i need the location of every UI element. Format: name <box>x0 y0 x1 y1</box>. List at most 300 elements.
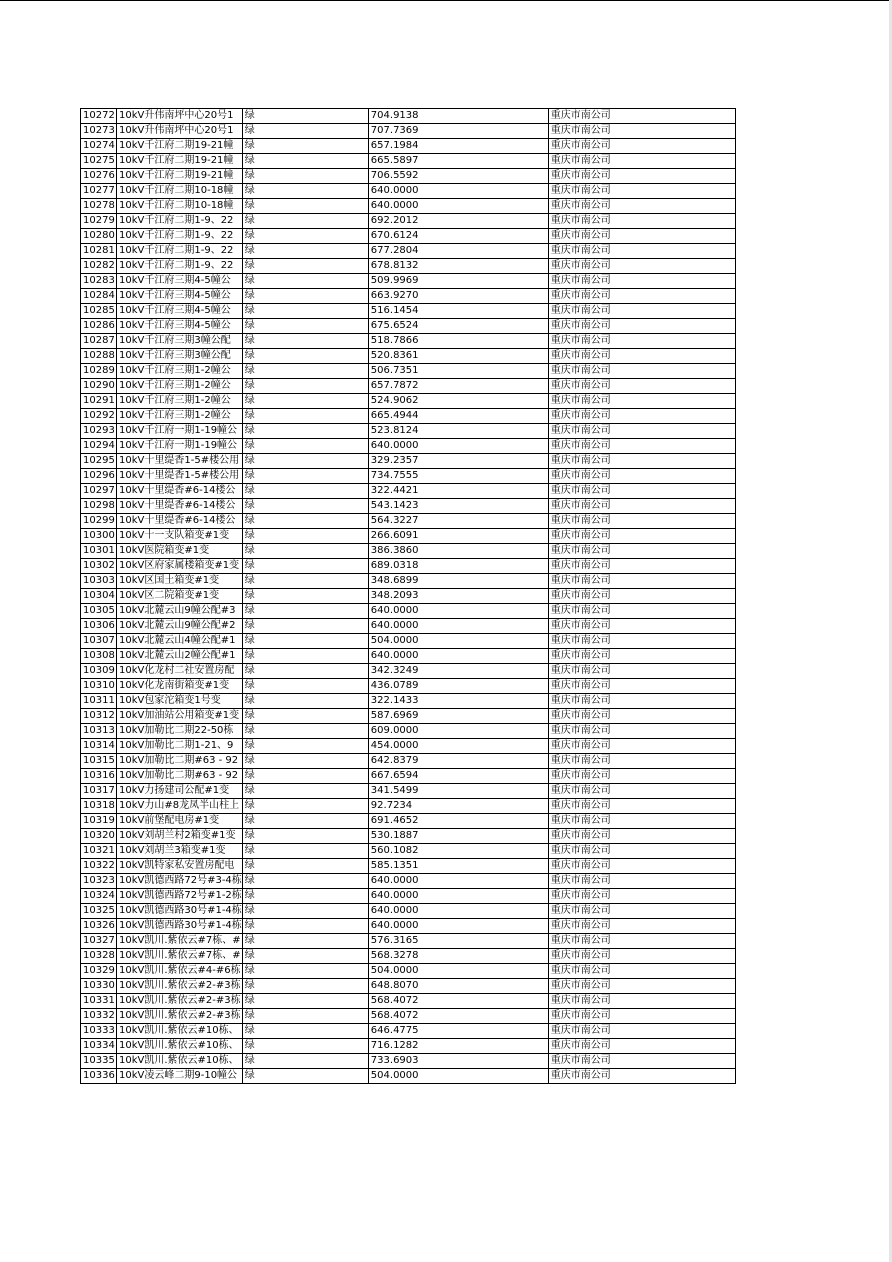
status-cell: 绿 <box>242 904 368 919</box>
company-cell: 重庆市南公司 <box>548 934 735 949</box>
company-cell: 重庆市南公司 <box>548 694 735 709</box>
status-cell: 绿 <box>242 349 368 364</box>
status-cell: 绿 <box>242 169 368 184</box>
company-cell: 重庆市南公司 <box>548 319 735 334</box>
status-cell: 绿 <box>242 679 368 694</box>
table-row <box>81 589 736 604</box>
transformer-name-cell: 10kV化龙南街箱变#1变 <box>117 679 243 694</box>
company-cell: 重庆市南公司 <box>548 199 735 214</box>
row-id-cell: 10278 <box>81 199 117 214</box>
value-cell: 734.7555 <box>368 469 548 484</box>
table-row <box>81 409 736 424</box>
status-cell: 绿 <box>242 454 368 469</box>
status-cell: 绿 <box>242 259 368 274</box>
transformer-name-cell: 10kV凯川.紫依云#10栋、 <box>117 1024 243 1039</box>
table-row <box>81 169 736 184</box>
transformer-name-cell: 10kV刘胡兰3箱变#1变 <box>117 844 243 859</box>
status-cell: 绿 <box>242 1069 368 1084</box>
value-cell: 675.6524 <box>368 319 548 334</box>
row-id-cell: 10316 <box>81 769 117 784</box>
company-cell: 重庆市南公司 <box>548 454 735 469</box>
status-cell: 绿 <box>242 424 368 439</box>
value-cell: 640.0000 <box>368 904 548 919</box>
value-cell: 716.1282 <box>368 1039 548 1054</box>
transformer-name-cell: 10kV千江府二期10-18幢 <box>117 199 243 214</box>
table-row <box>81 379 736 394</box>
company-cell: 重庆市南公司 <box>548 919 735 934</box>
status-cell: 绿 <box>242 124 368 139</box>
row-id-cell: 10283 <box>81 274 117 289</box>
row-id-cell: 10324 <box>81 889 117 904</box>
value-cell: 706.5592 <box>368 169 548 184</box>
transformer-name-cell: 10kV凯德西路72号#3-4栋 <box>117 874 243 889</box>
transformer-name-cell: 10kV千江府三期1-2幢公 <box>117 409 243 424</box>
value-cell: 92.7234 <box>368 799 548 814</box>
company-cell: 重庆市南公司 <box>548 244 735 259</box>
status-cell: 绿 <box>242 544 368 559</box>
table-row <box>81 499 736 514</box>
table-row <box>81 1069 736 1084</box>
status-cell: 绿 <box>242 859 368 874</box>
value-cell: 342.3249 <box>368 664 548 679</box>
value-cell: 677.2804 <box>368 244 548 259</box>
status-cell: 绿 <box>242 469 368 484</box>
value-cell: 670.6124 <box>368 229 548 244</box>
company-cell: 重庆市南公司 <box>548 484 735 499</box>
status-cell: 绿 <box>242 364 368 379</box>
transformer-name-cell: 10kV千江府二期1-9、22 <box>117 214 243 229</box>
value-cell: 678.8132 <box>368 259 548 274</box>
row-id-cell: 10297 <box>81 484 117 499</box>
row-id-cell: 10318 <box>81 799 117 814</box>
value-cell: 520.8361 <box>368 349 548 364</box>
value-cell: 640.0000 <box>368 604 548 619</box>
transformer-name-cell: 10kV区二院箱变#1变 <box>117 589 243 604</box>
status-cell: 绿 <box>242 829 368 844</box>
transformer-name-cell: 10kV千江府三期4-5幢公 <box>117 274 243 289</box>
status-cell: 绿 <box>242 979 368 994</box>
transformer-name-cell: 10kV前堡配电房#1变 <box>117 814 243 829</box>
company-cell: 重庆市南公司 <box>548 619 735 634</box>
transformer-name-cell: 10kV千江府一期1-19幢公 <box>117 439 243 454</box>
status-cell: 绿 <box>242 244 368 259</box>
table-row <box>81 484 736 499</box>
row-id-cell: 10296 <box>81 469 117 484</box>
value-cell: 568.4072 <box>368 1009 548 1024</box>
transformer-name-cell: 10kV凯川.紫依云#10栋、 <box>117 1054 243 1069</box>
company-cell: 重庆市南公司 <box>548 499 735 514</box>
row-id-cell: 10280 <box>81 229 117 244</box>
status-cell: 绿 <box>242 634 368 649</box>
table-row <box>81 829 736 844</box>
table-row <box>81 319 736 334</box>
status-cell: 绿 <box>242 439 368 454</box>
company-cell: 重庆市南公司 <box>548 604 735 619</box>
transformer-name-cell: 10kV千江府三期4-5幢公 <box>117 319 243 334</box>
transformer-name-cell: 10kV升伟南坪中心20号1 <box>117 124 243 139</box>
table-row <box>81 724 736 739</box>
transformer-name-cell: 10kV千江府三期1-2幢公 <box>117 394 243 409</box>
table-row <box>81 454 736 469</box>
transformer-name-cell: 10kV千江府二期19-21幢 <box>117 154 243 169</box>
company-cell: 重庆市南公司 <box>548 124 735 139</box>
row-id-cell: 10302 <box>81 559 117 574</box>
company-cell: 重庆市南公司 <box>548 859 735 874</box>
row-id-cell: 10312 <box>81 709 117 724</box>
company-cell: 重庆市南公司 <box>548 1024 735 1039</box>
row-id-cell: 10292 <box>81 409 117 424</box>
value-cell: 322.4421 <box>368 484 548 499</box>
company-cell: 重庆市南公司 <box>548 739 735 754</box>
table-body <box>81 109 736 1084</box>
row-id-cell: 10311 <box>81 694 117 709</box>
value-cell: 665.4944 <box>368 409 548 424</box>
value-cell: 341.5499 <box>368 784 548 799</box>
value-cell: 704.9138 <box>368 109 548 124</box>
table-row <box>81 799 736 814</box>
table-row <box>81 259 736 274</box>
transformer-name-cell: 10kV十里缇香#6-14楼公 <box>117 514 243 529</box>
transformer-name-cell: 10kV凯德西路72号#1-2栋 <box>117 889 243 904</box>
value-cell: 707.7369 <box>368 124 548 139</box>
row-id-cell: 10329 <box>81 964 117 979</box>
row-id-cell: 10284 <box>81 289 117 304</box>
table-row <box>81 604 736 619</box>
value-cell: 657.7872 <box>368 379 548 394</box>
value-cell: 640.0000 <box>368 619 548 634</box>
row-id-cell: 10307 <box>81 634 117 649</box>
transformer-name-cell: 10kV千江府三期3幢公配 <box>117 349 243 364</box>
value-cell: 587.6969 <box>368 709 548 724</box>
status-cell: 绿 <box>242 274 368 289</box>
transformer-name-cell: 10kV千江府二期1-9、22 <box>117 229 243 244</box>
status-cell: 绿 <box>242 559 368 574</box>
table-row <box>81 574 736 589</box>
company-cell: 重庆市南公司 <box>548 379 735 394</box>
table-row <box>81 289 736 304</box>
value-cell: 640.0000 <box>368 439 548 454</box>
status-cell: 绿 <box>242 109 368 124</box>
company-cell: 重庆市南公司 <box>548 139 735 154</box>
value-cell: 386.3860 <box>368 544 548 559</box>
table-row <box>81 859 736 874</box>
row-id-cell: 10317 <box>81 784 117 799</box>
company-cell: 重庆市南公司 <box>548 664 735 679</box>
transformer-name-cell: 10kV千江府二期19-21幢 <box>117 139 243 154</box>
company-cell: 重庆市南公司 <box>548 814 735 829</box>
value-cell: 322.1433 <box>368 694 548 709</box>
transformer-name-cell: 10kV凯川.紫依云#2-#3栋 <box>117 1009 243 1024</box>
company-cell: 重庆市南公司 <box>548 289 735 304</box>
company-cell: 重庆市南公司 <box>548 949 735 964</box>
transformer-name-cell: 10kV十一支队箱变#1变 <box>117 529 243 544</box>
table-row <box>81 919 736 934</box>
company-cell: 重庆市南公司 <box>548 754 735 769</box>
company-cell: 重庆市南公司 <box>548 889 735 904</box>
row-id-cell: 10325 <box>81 904 117 919</box>
status-cell: 绿 <box>242 289 368 304</box>
company-cell: 重庆市南公司 <box>548 154 735 169</box>
company-cell: 重庆市南公司 <box>548 469 735 484</box>
transformer-name-cell: 10kV千江府三期4-5幢公 <box>117 289 243 304</box>
value-cell: 436.0789 <box>368 679 548 694</box>
row-id-cell: 10319 <box>81 814 117 829</box>
status-cell: 绿 <box>242 964 368 979</box>
transformer-name-cell: 10kV凯川.紫依云#10栋、 <box>117 1039 243 1054</box>
table-row <box>81 514 736 529</box>
row-id-cell: 10276 <box>81 169 117 184</box>
transformer-name-cell: 10kV十里缇香#6-14楼公 <box>117 499 243 514</box>
transformer-name-cell: 10kV十里缇香1-5#楼公用 <box>117 454 243 469</box>
company-cell: 重庆市南公司 <box>548 544 735 559</box>
status-cell: 绿 <box>242 574 368 589</box>
status-cell: 绿 <box>242 214 368 229</box>
status-cell: 绿 <box>242 784 368 799</box>
row-id-cell: 10287 <box>81 334 117 349</box>
company-cell: 重庆市南公司 <box>548 274 735 289</box>
value-cell: 568.4072 <box>368 994 548 1009</box>
transformer-name-cell: 10kV力山#8龙凤半山柱上 <box>117 799 243 814</box>
company-cell: 重庆市南公司 <box>548 709 735 724</box>
value-cell: 640.0000 <box>368 649 548 664</box>
row-id-cell: 10327 <box>81 934 117 949</box>
row-id-cell: 10272 <box>81 109 117 124</box>
table-row <box>81 364 736 379</box>
transformer-name-cell: 10kV凯德西路30号#1-4栋 <box>117 904 243 919</box>
table-row <box>81 739 736 754</box>
company-cell: 重庆市南公司 <box>548 634 735 649</box>
transformer-name-cell: 10kV千江府三期4-5幢公 <box>117 304 243 319</box>
row-id-cell: 10293 <box>81 424 117 439</box>
value-cell: 504.0000 <box>368 964 548 979</box>
value-cell: 648.8070 <box>368 979 548 994</box>
row-id-cell: 10275 <box>81 154 117 169</box>
status-cell: 绿 <box>242 484 368 499</box>
company-cell: 重庆市南公司 <box>548 229 735 244</box>
table-row <box>81 994 736 1009</box>
company-cell: 重庆市南公司 <box>548 994 735 1009</box>
status-cell: 绿 <box>242 379 368 394</box>
status-cell: 绿 <box>242 184 368 199</box>
status-cell: 绿 <box>242 1054 368 1069</box>
row-id-cell: 10279 <box>81 214 117 229</box>
table-row <box>81 544 736 559</box>
row-id-cell: 10322 <box>81 859 117 874</box>
row-id-cell: 10336 <box>81 1069 117 1084</box>
row-id-cell: 10326 <box>81 919 117 934</box>
row-id-cell: 10328 <box>81 949 117 964</box>
table-row <box>81 139 736 154</box>
table-row <box>81 349 736 364</box>
row-id-cell: 10308 <box>81 649 117 664</box>
row-id-cell: 10291 <box>81 394 117 409</box>
transformer-name-cell: 10kV医院箱变#1变 <box>117 544 243 559</box>
company-cell: 重庆市南公司 <box>548 844 735 859</box>
row-id-cell: 10277 <box>81 184 117 199</box>
status-cell: 绿 <box>242 199 368 214</box>
company-cell: 重庆市南公司 <box>548 1039 735 1054</box>
row-id-cell: 10299 <box>81 514 117 529</box>
status-cell: 绿 <box>242 994 368 1009</box>
value-cell: 642.8379 <box>368 754 548 769</box>
row-id-cell: 10323 <box>81 874 117 889</box>
status-cell: 绿 <box>242 754 368 769</box>
table-row <box>81 769 736 784</box>
table-row <box>81 1009 736 1024</box>
company-cell: 重庆市南公司 <box>548 904 735 919</box>
company-cell: 重庆市南公司 <box>548 964 735 979</box>
company-cell: 重庆市南公司 <box>548 829 735 844</box>
table-row <box>81 814 736 829</box>
value-cell: 564.3227 <box>368 514 548 529</box>
status-cell: 绿 <box>242 799 368 814</box>
status-cell: 绿 <box>242 949 368 964</box>
company-cell: 重庆市南公司 <box>548 589 735 604</box>
transformer-name-cell: 10kV化龙村二社安置房配 <box>117 664 243 679</box>
value-cell: 640.0000 <box>368 874 548 889</box>
transformer-name-cell: 10kV刘胡兰村2箱变#1变 <box>117 829 243 844</box>
company-cell: 重庆市南公司 <box>548 979 735 994</box>
table-row <box>81 334 736 349</box>
transformer-name-cell: 10kV千江府二期1-9、22 <box>117 244 243 259</box>
status-cell: 绿 <box>242 844 368 859</box>
row-id-cell: 10281 <box>81 244 117 259</box>
value-cell: 348.6899 <box>368 574 548 589</box>
company-cell: 重庆市南公司 <box>548 874 735 889</box>
value-cell: 640.0000 <box>368 199 548 214</box>
transformer-name-cell: 10kV千江府二期19-21幢 <box>117 169 243 184</box>
company-cell: 重庆市南公司 <box>548 574 735 589</box>
transformer-name-cell: 10kV区府家属楼箱变#1变 <box>117 559 243 574</box>
row-id-cell: 10335 <box>81 1054 117 1069</box>
status-cell: 绿 <box>242 334 368 349</box>
value-cell: 657.1984 <box>368 139 548 154</box>
value-cell: 640.0000 <box>368 184 548 199</box>
company-cell: 重庆市南公司 <box>548 1054 735 1069</box>
row-id-cell: 10330 <box>81 979 117 994</box>
transformer-name-cell: 10kV包家沱箱变1号变 <box>117 694 243 709</box>
value-cell: 530.1887 <box>368 829 548 844</box>
table-row <box>81 619 736 634</box>
value-cell: 504.0000 <box>368 1069 548 1084</box>
transformer-table <box>80 108 736 1084</box>
transformer-name-cell: 10kV加勒比二期#63 - 92 <box>117 769 243 784</box>
transformer-name-cell: 10kV凯川.紫依云#2-#3栋 <box>117 979 243 994</box>
row-id-cell: 10320 <box>81 829 117 844</box>
transformer-name-cell: 10kV凌云峰二期9-10幢公 <box>117 1069 243 1084</box>
company-cell: 重庆市南公司 <box>548 649 735 664</box>
transformer-name-cell: 10kV凯特家私安置房配电 <box>117 859 243 874</box>
table-row <box>81 1054 736 1069</box>
table-row <box>81 124 736 139</box>
transformer-name-cell: 10kV千江府二期1-9、22 <box>117 259 243 274</box>
transformer-name-cell: 10kV加勒比二期#63 - 92 <box>117 754 243 769</box>
table-row <box>81 754 736 769</box>
value-cell: 524.9062 <box>368 394 548 409</box>
table-row <box>81 664 736 679</box>
value-cell: 640.0000 <box>368 919 548 934</box>
row-id-cell: 10282 <box>81 259 117 274</box>
status-cell: 绿 <box>242 739 368 754</box>
status-cell: 绿 <box>242 874 368 889</box>
value-cell: 665.5897 <box>368 154 548 169</box>
transformer-name-cell: 10kV升伟南坪中心20号1 <box>117 109 243 124</box>
value-cell: 523.8124 <box>368 424 548 439</box>
status-cell: 绿 <box>242 409 368 424</box>
table-row <box>81 304 736 319</box>
row-id-cell: 10310 <box>81 679 117 694</box>
transformer-name-cell: 10kV北麓云山4幢公配#1 <box>117 634 243 649</box>
value-cell: 348.2093 <box>368 589 548 604</box>
table-row <box>81 934 736 949</box>
row-id-cell: 10285 <box>81 304 117 319</box>
value-cell: 691.4652 <box>368 814 548 829</box>
value-cell: 585.1351 <box>368 859 548 874</box>
table-row <box>81 1024 736 1039</box>
status-cell: 绿 <box>242 229 368 244</box>
table-row <box>81 394 736 409</box>
status-cell: 绿 <box>242 919 368 934</box>
row-id-cell: 10332 <box>81 1009 117 1024</box>
row-id-cell: 10333 <box>81 1024 117 1039</box>
company-cell: 重庆市南公司 <box>548 184 735 199</box>
company-cell: 重庆市南公司 <box>548 409 735 424</box>
transformer-name-cell: 10kV加勒比二期22-50栋 <box>117 724 243 739</box>
row-id-cell: 10331 <box>81 994 117 1009</box>
value-cell: 663.9270 <box>368 289 548 304</box>
table-row <box>81 649 736 664</box>
transformer-name-cell: 10kV千江府一期1-19幢公 <box>117 424 243 439</box>
value-cell: 506.7351 <box>368 364 548 379</box>
table-row <box>81 784 736 799</box>
status-cell: 绿 <box>242 769 368 784</box>
value-cell: 516.1454 <box>368 304 548 319</box>
value-cell: 733.6903 <box>368 1054 548 1069</box>
transformer-name-cell: 10kV凯川.紫依云#7栋、# <box>117 949 243 964</box>
company-cell: 重庆市南公司 <box>548 364 735 379</box>
row-id-cell: 10309 <box>81 664 117 679</box>
row-id-cell: 10313 <box>81 724 117 739</box>
status-cell: 绿 <box>242 154 368 169</box>
status-cell: 绿 <box>242 529 368 544</box>
row-id-cell: 10314 <box>81 739 117 754</box>
company-cell: 重庆市南公司 <box>548 799 735 814</box>
transformer-name-cell: 10kV区国土箱变#1变 <box>117 574 243 589</box>
value-cell: 576.3165 <box>368 934 548 949</box>
page-top-border <box>0 0 892 1</box>
value-cell: 329.2357 <box>368 454 548 469</box>
status-cell: 绿 <box>242 139 368 154</box>
row-id-cell: 10315 <box>81 754 117 769</box>
company-cell: 重庆市南公司 <box>548 784 735 799</box>
value-cell: 609.0000 <box>368 724 548 739</box>
transformer-name-cell: 10kV加油站公用箱变#1变 <box>117 709 243 724</box>
company-cell: 重庆市南公司 <box>548 559 735 574</box>
value-cell: 560.1082 <box>368 844 548 859</box>
status-cell: 绿 <box>242 1024 368 1039</box>
row-id-cell: 10304 <box>81 589 117 604</box>
company-cell: 重庆市南公司 <box>548 724 735 739</box>
status-cell: 绿 <box>242 394 368 409</box>
company-cell: 重庆市南公司 <box>548 349 735 364</box>
status-cell: 绿 <box>242 514 368 529</box>
table-row <box>81 274 736 289</box>
table-row <box>81 844 736 859</box>
row-id-cell: 10305 <box>81 604 117 619</box>
row-id-cell: 10288 <box>81 349 117 364</box>
status-cell: 绿 <box>242 499 368 514</box>
company-cell: 重庆市南公司 <box>548 514 735 529</box>
